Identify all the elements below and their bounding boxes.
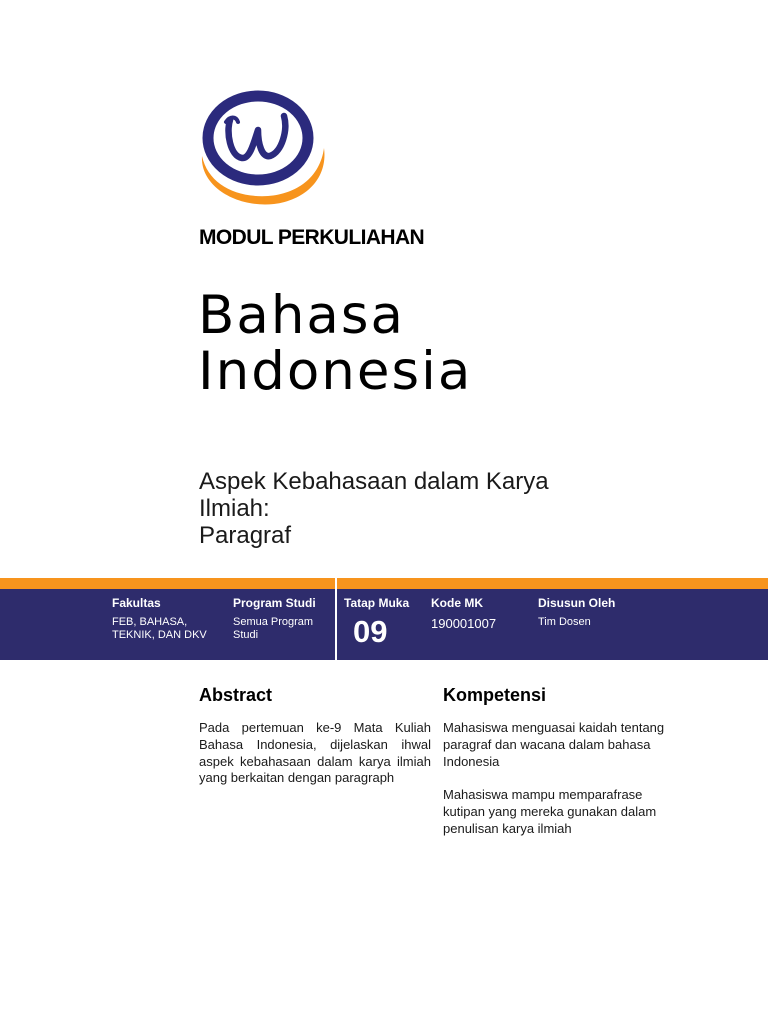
course-info-band: [0, 589, 768, 660]
orange-stripe: [0, 578, 768, 589]
course-title: [198, 285, 473, 402]
kompetensi-item: Mahasiswa menguasai kaidah tentang paragraf dan wacana dalam bahasa Indonesia: [443, 720, 665, 769]
topic-line: Paragraf: [199, 522, 292, 549]
kode-mk-value: 190001007: [431, 616, 497, 631]
tatap-muka-label: Tatap Muka: [344, 596, 410, 610]
course-title-line: Bahasa: [198, 285, 405, 346]
prodi-label: Program Studi: [233, 596, 316, 610]
fakultas-value-line: TEKNIK, DAN DKV: [112, 629, 207, 641]
university-logo-icon: [196, 86, 330, 210]
kompetensi-item: Mahasiswa mampu memparafrase kutipan yang mereka gunakan dalam penulisan karya ilmiah: [443, 787, 657, 836]
abstract-body: Pada pertemuan ke-9 Mata Kuliah Bahasa Indonesia, dijelaskan ihwal aspek kebahasaan dalam karya ilmiah yang berkaitan dengan paragraph: [199, 720, 431, 786]
topic-line: Aspek Kebahasaan dalam Karya: [199, 468, 549, 495]
prodi-value: [233, 616, 316, 642]
prodi-value-line: Semua Program: [233, 616, 314, 628]
disusun-cell: [538, 596, 615, 629]
prodi-cell: [233, 596, 316, 642]
topic-line: Ilmiah:: [199, 495, 270, 522]
disusun-label: Disusun Oleh: [538, 596, 616, 610]
module-label: MODUL PERKULIAHAN: [199, 226, 425, 249]
tatap-muka-value: 09: [353, 614, 388, 649]
kompetensi-heading: Kompetensi: [443, 685, 547, 705]
course-title-line: Indonesia: [198, 341, 473, 402]
fakultas-label: Fakultas: [112, 596, 161, 610]
abstract-heading: Abstract: [199, 685, 273, 705]
topic-title: [199, 468, 639, 549]
fakultas-value: [112, 616, 207, 642]
fakultas-value-line: FEB, BAHASA,: [112, 616, 188, 628]
prodi-value-line: Studi: [233, 629, 259, 641]
tatap-muka-cell: [344, 596, 409, 648]
stripe-divider: [335, 578, 337, 589]
kode-mk-label: Kode MK: [431, 596, 483, 610]
fakultas-cell: [112, 596, 207, 642]
disusun-value: Tim Dosen: [538, 616, 591, 628]
kompetensi-body: [443, 720, 673, 854]
kode-mk-cell: [431, 596, 496, 631]
band-divider: [335, 589, 337, 660]
